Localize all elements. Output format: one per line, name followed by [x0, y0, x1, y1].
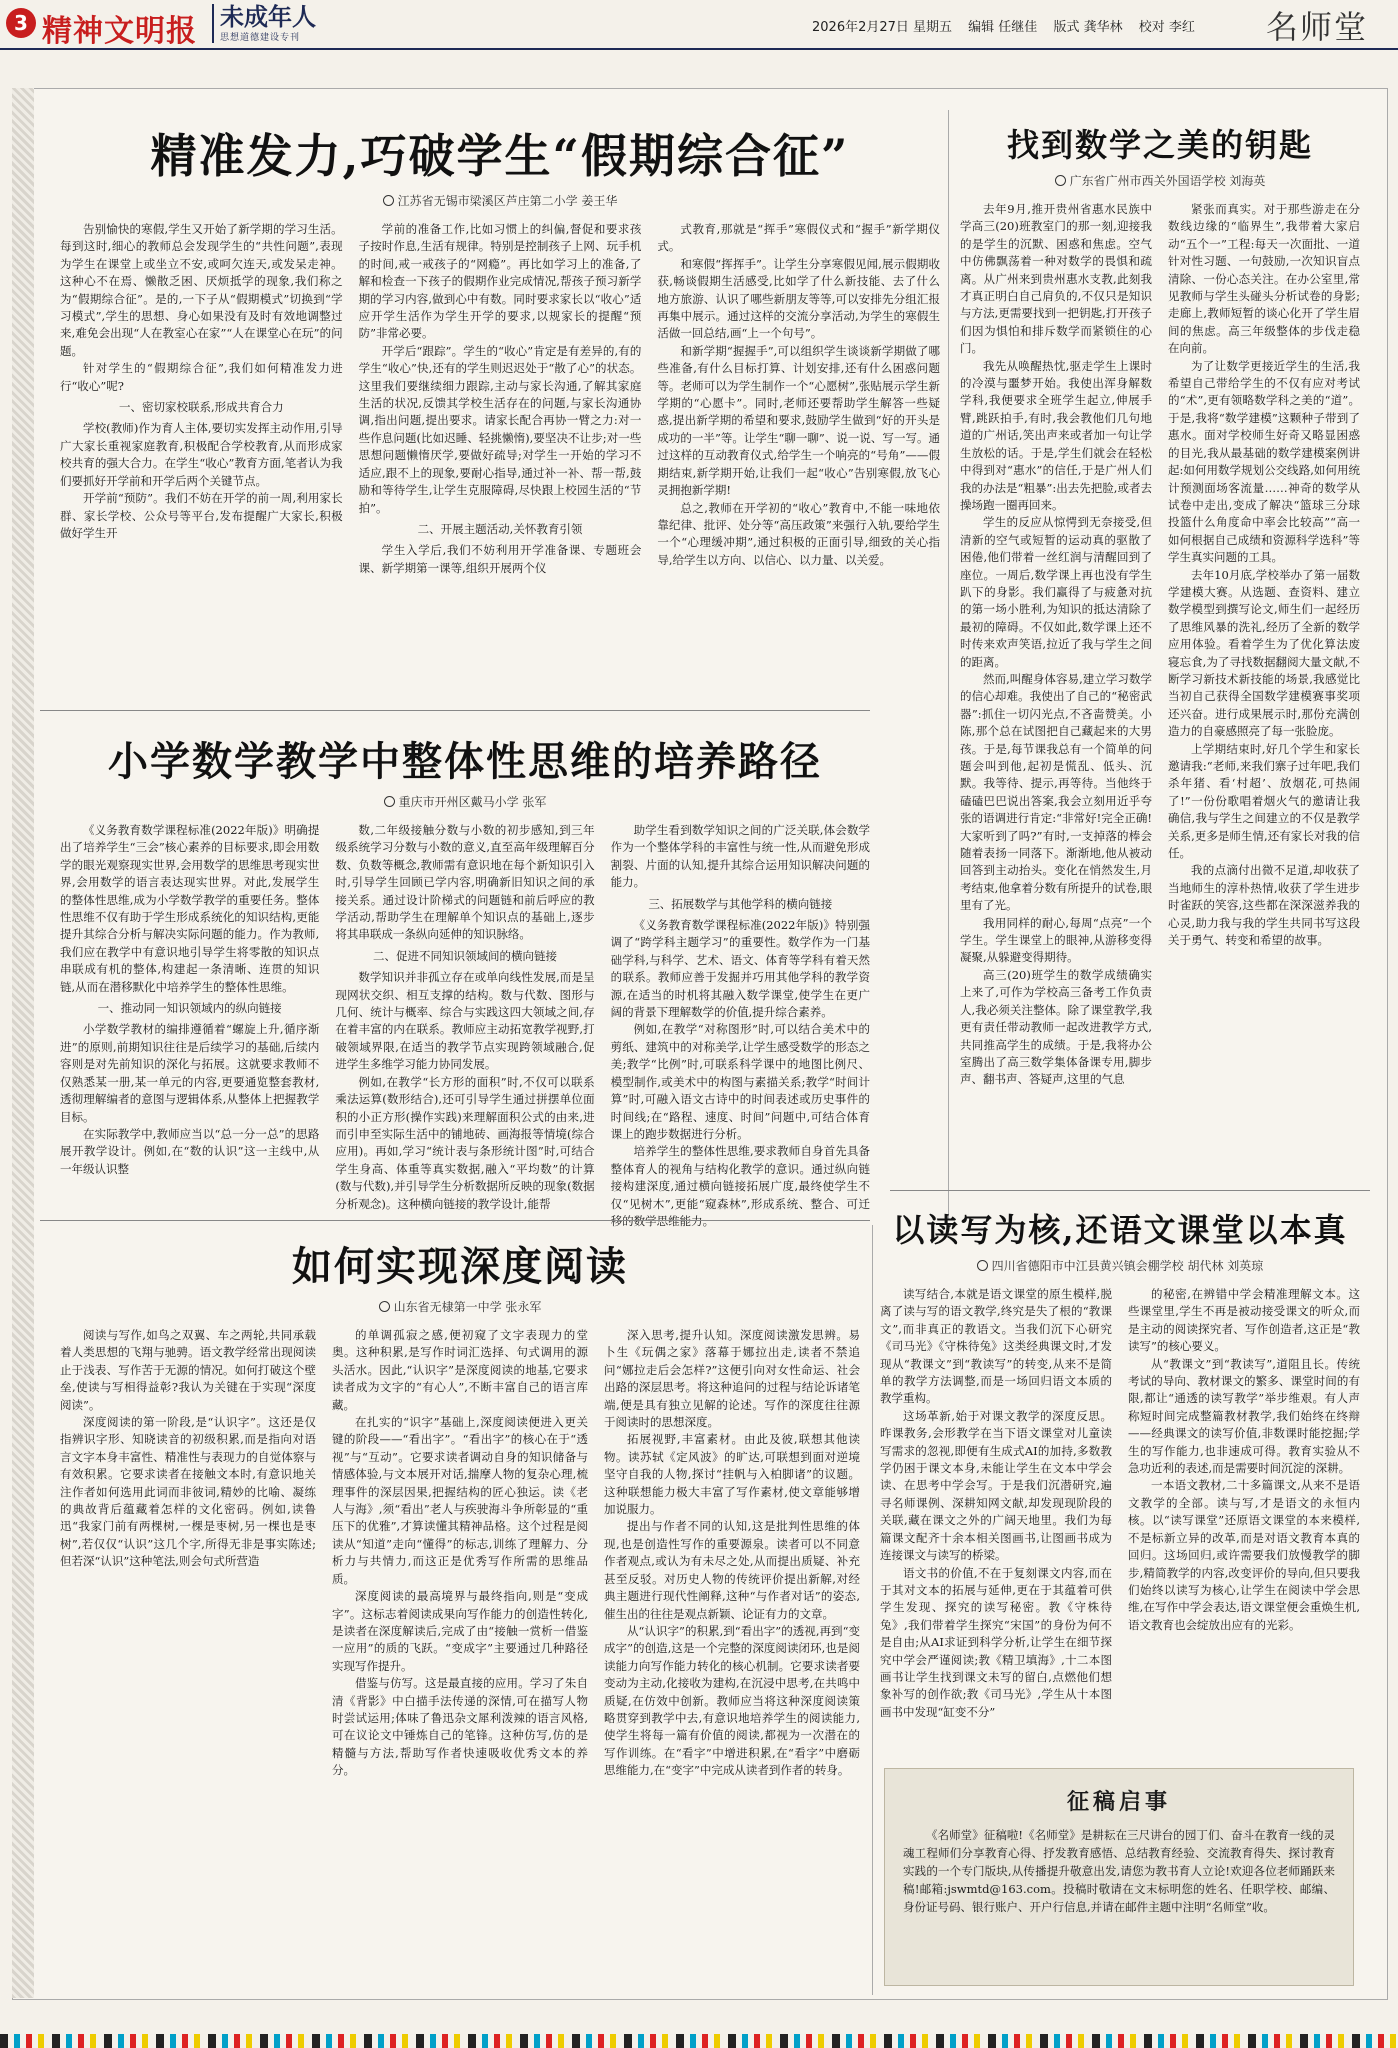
notice-title: 征稿启事: [1066, 1790, 1171, 1815]
paragraph: 开学后“跟踪”。学生的“收心”肯定是有差异的,有的学生“收心”快,还有的学生则迟迟处于“散了心”的状态。这里我们要继续细力跟踪,主动与家长沟通,了解其家庭生活的状况,反馈其学校生活存在的问题,与家长沟通协调,指出问题,提出要求。请家长配合再协一臂之力:对一些作息问题(比如迟睡、轻挑懒惰),要坚决不让步;对一些思想问题懒惰厌学,要做好疏导;对学生一开始的学习不适应,跟不上的现象,要耐心指导,通过补一补、帮一帮,鼓励和等待学生,让学生克服障碍,尽快跟上校园生活的“节拍”。: [358, 343, 642, 515]
byline-bullet-icon: [384, 796, 395, 807]
page-number: 3: [6, 8, 36, 38]
byline-bullet-icon: [383, 195, 394, 206]
article-column: [1128, 1286, 1360, 1766]
paragraph: 开学前“预防”。我们不妨在开学的前一周,利用家长群、家长学校、公众号等平台,发布提醒广大家长,积极做好学生开: [60, 491, 343, 540]
paragraph: 学前的准备工作,比如习惯上的纠偏,督促和要求孩子按时作息,生活有规律。特别是控制孩子上网、玩手机的时间,戒一戒孩子的“网瘾”。再比如学习上的准备,了解和检查一下孩子的假期作业完成情况,帮孩子预习新学期的学习内容,做到心中有数。同时要求家长以“收心”适应开学生活作为学生开学的要求,以规家长的提醒“预防”非常必要。: [358, 222, 642, 341]
section-heading: 二、促进不同知识领域间的横向链接: [372, 948, 557, 963]
notice-body: 《名师堂》征稿啦!《名师堂》是耕耘在三尺讲台的园丁们、奋斗在教育一线的灵魂工程师们分享教育心得、抒发教育感悟、总结教育经验、交流教育得失、探讨教育实践的一个专门版块,从传播提升敬意出发,请您为教书育人立论!欢迎各位老师踊跃来稿!邮箱:jswmtd@163.com。投稿时敬请在文末标明您的姓名、任职学校、邮编、身份证号码、银行账户、开户行信息,并请在邮件主题中注明“名师堂”收。: [903, 1828, 1335, 1914]
paragraph: 针对学生的“假期综合征”,我们如何精准发力进行“收心”呢?: [60, 361, 343, 393]
article-title: 以读写为核,还语文课堂以本真: [892, 1211, 1348, 1249]
paragraph: 式教育,那就是“挥手”寒假仪式和“握手”新学期仪式。: [657, 222, 941, 254]
paragraph: 深度阅读的最高境界与最终指向,则是“变成字”。这标志着阅读成果向写作能力的创造性转化,是读者在深度解读后,完成了由“接触一赏析一借鉴一应用”的质的飞跃。“变成字”主要通过几种路径实现写作提升。: [332, 1589, 588, 1673]
paragraph: 在实际教学中,教师应当以“总一分一总”的思路展开教学设计。例如,在“数的认识”这一主线中,从一年级认识整: [60, 1126, 320, 1176]
paragraph: 学校(教师)作为育人主体,要切实发挥主动作用,引导广大家长重视家庭教育,积极配合学校教育,从而形成家校共育的强大合力。在学生“收心”教育方面,笔者认为我们要抓好开学前和开学后两个关键节点。: [60, 421, 343, 488]
paragraph: 去年10月底,学校举办了第一届数学建模大赛。从选题、查资料、建立数学模型到撰写论文,师生们一起经历了思维风暴的洗礼,经历了全新的数学应用体验。看着学生为了优化算法废寝忘食,为了寻找数据翻阅大量文献,不断学习新技术新技能的场景,我感觉比当初自己获得全国数学建模赛事奖项还兴奋。进行成果展示时,那份充满创造力的自豪感照亮了每一张脸庞。: [1168, 567, 1360, 739]
article-column: [335, 822, 594, 1232]
paragraph: 的秘密,在辨错中学会精准理解文本。这些课堂里,学生不再是被动接受课文的听众,而是主动的阅读探究者、写作创造者,这正是“教读写”的核心要义。: [1128, 1287, 1360, 1354]
paragraph: 拓展视野,丰富素材。由此及彼,联想其他读物。读苏轼《定风波》的旷达,可联想到面对逆境坚守自我的人物,探讨“挂帆与入柏脚诸”的议题。这种联想能力极大丰富了写作素材,使文章能够增加说服力。: [604, 1432, 860, 1517]
article-title: 小学数学教学中整体性思维的培养路径: [108, 738, 822, 785]
paragraph: 和寒假“挥挥手”。让学生分享寒假见闻,展示假期收获,畅谈假期生活感受,比如学了什么新技能、去了什么地方旅游、认识了哪些新朋友等等,可以安排先分组汇报再集中展示。通过这样的交流分享活动,为学生的寒假生活做一回总结,画“上一个句号”。: [657, 256, 941, 341]
paragraph: 然而,叫醒身体容易,建立学习数学的信心却难。我使出了自己的“秘密武器”:抓住一切闪光点,不吝啬赞美。小陈,那个总在试图把自己藏起来的大男孩。于是,每节课我总有一个简单的问题会叫到他,起初是慌乱、低头、沉默。我等待、提示,再等待。当他终于磕磕巴巴说出答案,我会立刻用近乎夸张的语调进行肯定:“非常好!完全正确!大家听到了吗?”有时,一支掉落的棒会随着表扬一同落下。渐渐地,他从被动回答到主动抬头。变化在悄然发生,月考结束,他拿着分数有所提升的试卷,眼里有了光。: [960, 671, 1152, 913]
article-byline: 山东省无棣第一中学 张永军: [60, 1298, 860, 1315]
paragraph: 助学生看到数学知识之间的广泛关联,体会数学作为一个整体学科的丰富性与统一性,从而避免形成割裂、片面的认知,提升其综合运用知识解决问题的能力。: [610, 823, 870, 890]
call-for-submissions: [884, 1768, 1354, 1986]
section-heading: 一、推动同一知识领域内的纵向链接: [97, 1001, 282, 1016]
article-byline: 江苏省无锡市梁溪区芦庄第二小学 姜王华: [60, 192, 940, 209]
article-byline: 重庆市开州区戴马小学 张军: [60, 793, 870, 810]
paragraph: 读写结合,本就是语文课堂的原生模样,脱离了读与写的语文教学,终究是失了根的“教课文”,而非真正的教语文。当我们沉下心研究《司马光》《守株待兔》这类经典课文时,才发现从“教课文”到“教读写”的转变,从来不是简单的教学方法调整,而是一场回归语文本质的教学重构。: [880, 1287, 1112, 1406]
paragraph: 学生入学后,我们不妨利用开学准备课、专题班会课、新学期第一课等,组织开展两个仪: [358, 543, 642, 575]
paragraph: 培养学生的整体性思维,要求教师自身首先具备整体育人的视角与结构化教学的意识。通过纵向链接构建深度,通过横向链接拓展广度,最终使学生不仅“见树木”,更能“窥森林”,形成系统、整合、可迁移的数学思维能力。: [610, 1144, 870, 1228]
article-title: 精准发力,巧破学生“假期综合征”: [150, 129, 850, 183]
paragraph: 数学知识并非孤立存在或单向线性发展,而是呈现网状交织、相互支撑的结构。数与代数、图形与几何、统计与概率、综合与实践这四大领域之间,存在着丰富的内在联系。教师应主动拓宽教学视野,打破领域界限,在适当的教学节点实现跨领域融合,促进学生多维学习能力协同发展。: [335, 970, 595, 1072]
paragraph: 去年9月,推开贵州省惠水民族中学高三(20)班教室门的那一刻,迎接我的是学生的沉默、困惑和焦虑。空气中仿佛飘荡着一种对数学的畏惧和疏离。从广州来到贵州惠水支教,此刻我才真正明白自己肩负的,不仅只是知识与方法,更需要找到一把钥匙,打开孩子们因为惧怕和排斥数学而紧锁住的心门。: [960, 202, 1152, 356]
paragraph: 《义务教育数学课程标准(2022年版)》特别强调了“跨学科主题学习”的重要性。数学作为一门基础学科,与科学、艺术、语文、体育等学科有着天然的联系。教师应善于发掘并巧用其他学科的教学资源,在适当的时机将其融入数学课堂,使学生在更广阔的背景下理解数学的价值,提升综合素养。: [610, 918, 870, 1020]
article-reading-writing-core: [880, 1205, 1360, 1760]
article-column: [604, 1327, 860, 2007]
paragraph: 学生的反应从惊愕到无奈接受,但清新的空气或短暂的运动真的驱散了困倦,他们带着一丝红润与清醒回到了座位。一周后,数学课上再也没有学生趴下的身影。我们赢得了与疲惫对抗的第一场小胜利,为知识的抵达清除了最初的障碍。不仅如此,数学课上还不时传来欢声笑语,拉近了我与学生之间的距离。: [960, 515, 1152, 669]
paragraph: 借鉴与仿写。这是最直接的应用。学习了朱自清《背影》中白描手法传递的深情,可在描写人物时尝试运用;体味了鲁迅杂文犀利泼辣的语言风格,可在议论文中锤炼自己的笔锋。这种仿写,仿的是精髓与方法,帮助写作者快速吸收优秀文本的养分。: [332, 1676, 588, 1778]
paragraph: 为了让数学更接近学生的生活,我希望自己带给学生的不仅有应对考试的“术”,更有领略数学科之美的“道”。于是,我将“数学建模”这颗种子带到了惠水。面对学校师生好奇又略显困惑的目光,我从最基础的数学建模案例讲起:如何用数学规划公交线路,如何用统计预测面场客流量……神奇的数学从试卷中走出,变成了解决“篮球三分球投篮什么角度命中率会比较高”“高一如何根据自己成绩和资源科学选科”等学生真实问题的工具。: [1168, 358, 1360, 565]
article-byline: 广东省广州市西关外国语学校 刘海英: [960, 172, 1360, 189]
paragraph: 我用同样的耐心,每周“点亮”一个学生。学生课堂上的眼神,从游移变得凝聚,从躲避变得期待。: [960, 915, 1152, 965]
column-brand: [212, 4, 316, 43]
paragraph: 小学数学教材的编排遵循着“螺旋上升,循序渐进”的原则,前期知识往往是后续学习的基础,后续内容则是对先前知识的深化与拓展。这就要求教师不仅熟悉某一册,某一单元的内容,更要通览整套教材,透彻理解编者的意图与逻辑体系,从整体上把握教学目标。: [60, 1022, 320, 1124]
section-heading: 二、开展主题活动,关怀教育引领: [417, 521, 583, 536]
divider: [872, 1225, 873, 1995]
article-column: [1168, 201, 1360, 1201]
article-column: [359, 221, 642, 721]
proofread-credit: 校对 李红: [1138, 20, 1195, 35]
byline-bullet-icon: [379, 1301, 390, 1312]
masthead: [0, 0, 1398, 50]
section-heading: 三、拓展数学与其他学科的横向链接: [648, 896, 833, 911]
paragraph: 数,二年级接触分数与小数的初步感知,到三年级系统学习分数与小数的意义,直至高年级理解百分数、负数等概念,教师需有意识地在每个新知识引入时,引导学生回顾已学内容,明确新旧知识之间的承接关系。通过设计阶梯式的问题链和前后呼应的教学活动,帮助学生在理解单个知识点的基础上,逐步将其串联成一条纵向延伸的知识脉络。: [335, 823, 595, 942]
paragraph: 例如,在教学“长方形的面积”时,不仅可以联系乘法运算(数形结合),还可引导学生通过拼摆单位面积的小正方形(操作实践)来理解面积公式的由来,进而引申至实际生活中的铺地砖、画海报等情境(综合应用)。再如,学习“统计表与条形统计图”时,可结合学生身高、体重等真实数据,融入“平均数”的计算(数与代数),并引导学生分析数据所反映的现象(数据分析观念)。这种横向链接的教学设计,能帮: [335, 1074, 595, 1211]
layout-credit: 版式 龚华林: [1053, 20, 1123, 35]
article-column: [880, 1286, 1112, 1766]
divider: [40, 1220, 870, 1221]
decorative-stripe: [12, 88, 34, 1998]
article-math-beauty: [960, 120, 1360, 1170]
article-column: [960, 201, 1152, 1201]
article-title: 如何实现深度阅读: [292, 1243, 628, 1290]
article-column: [657, 221, 940, 721]
paragraph: 这场革新,始于对课文教学的深度反思。昨课教务,会形教学在当下语文课堂对儿童读写需求的忽视,即便有生成式AI的加持,多数教学仍困于课文本身,未能让学生在文本中学会读、在思考中学会写。于是我们沉潜研究,遍寻名师课例、深耕知网文献,却发现现阶段的关联,藏在课文之外的广阔天地里。我们为每篇课文配齐十余本相关图画书,让图画书成为连接课文与读写的桥梁。: [880, 1408, 1112, 1563]
paper-name: 精神文明报: [42, 14, 197, 49]
article-holistic-thinking: [60, 730, 870, 1228]
article-title: 找到数学之美的钥匙: [1006, 126, 1313, 164]
article-holiday-syndrome: [60, 120, 940, 700]
divider: [948, 110, 949, 1220]
article-column: [332, 1327, 588, 2007]
article-column: [60, 1327, 316, 2007]
print-color-bar: [0, 2034, 1398, 2048]
paragraph: 深度阅读的第一阶段,是“认识字”。这还是仅指辨识字形、知晓读音的初级积累,而是指向对语言文字本身丰富性、精准性与表现力的自觉体察与有效积累。它要求读者在接触文本时,有意识地关注作者如何选用此词而非彼词,精妙的比喻、凝练的典故背后蕴藏着怎样的文化密码。例如,读鲁迅“我家门前有两棵树,一棵是枣树,另一棵也是枣树”,若仅仅“认识”这几个字,所得无非是事实陈述;但若深“认识”这种笔法,则会句式所营造: [60, 1415, 316, 1569]
paragraph: 语文书的价值,不在于复刻课文内容,而在于其对文本的拓展与延伸,更在于其蕴着可供学生发现、探究的读写秘密。教《守株待兔》,我们带着学生探究“宋国”的身份为何不是自由;从AI求证到科学分析,让学生在细节探究中学会严谨阅读;教《精卫填海》,十二本图画书让学生找到课文未写的留白,点燃他们想象补写的创作欲;教《司马光》,学生从十本图画书中发现“缸变不分”: [880, 1565, 1112, 1719]
paragraph: 深入思考,提升认知。深度阅读激发思辨。易卜生《玩偶之家》落幕于娜拉出走,读者不禁追问“娜拉走后会怎样?”这便引向对女性命运、社会出路的深层思考。将这种追问的过程与结论诉诸笔端,便是具有独立见解的论述。写作的深度往往源于阅读时的思想深度。: [604, 1328, 860, 1430]
paragraph: 《义务教育数学课程标准(2022年版)》明确提出了培养学生“三会”核心素养的目标要求,即会用数学的眼光观察现实世界,会用数学的思维思考现实世界,会用数学的语言表达现实世界。对此,发展学生的整体性思维,成为小学数学教学的重要任务。整体性思维不仅有助于学生形成系统化的知识结构,更能提升其综合分析与解决实际问题的能力。作为教师,我们应在教学中有意识地引导学生将零散的知识点串联成有机的整体,构建起一条清晰、连贯的知识链,从而在潜移默化中培养学生的整体性思维。: [60, 823, 320, 994]
byline-bullet-icon: [977, 1260, 988, 1271]
paragraph: 在扎实的“识字”基础上,深度阅读便进入更关键的阶段——“看出字”。“看出字”的核心在于“透视”与“互动”。它要求读者调动自身的知识储备与情感体验,与文本展开对话,揣摩人物的复杂心理,梳理事件的深层因果,把握结构的匠心独运。读《老人与海》,须“看出”老人与疾驶海斗争所彰显的“重压下的优雅”,才算读懂其精神品格。这个过程是阅读从“知道”走向“懂得”的标志,训练了理解力、分析力与共情力,而这正是优秀写作所需的思维品质。: [332, 1415, 588, 1586]
issue-meta: [812, 16, 1207, 35]
article-column: [60, 822, 319, 1232]
article-byline: 四川省德阳市中江县黄兴镇会棚学校 胡代林 刘英琼: [880, 1257, 1360, 1274]
paragraph: 上学期结束时,好几个学生和家长邀请我:“老师,来我们寨子过年吧,我们杀年猪、看‘村超’、放烟花,可热闹了!”一份份歌唱着烟火气的邀请让我确信,我与学生之间建立的不仅是教学关系,更多是师生情,还有家长对我的信任。: [1168, 741, 1360, 861]
paragraph: 高三(20)班学生的数学成绩确实上来了,可作为学校高三备考工作负责人,我必须关注整体。除了课堂教学,我更有责任带动教师一起改进教学方式,共同推高学生的成绩。于是,我将办公室腾出了高三数学集体备课专用,脚步声、翻书声、答疑声,这里的气息: [960, 967, 1152, 1087]
byline-bullet-icon: [1055, 175, 1066, 186]
divider: [40, 710, 870, 711]
column-subtitle: 思想道德建设专刊: [220, 33, 301, 43]
paragraph: 的单调孤寂之感,便初窥了文字表现力的堂奥。这种积累,是写作时词汇选择、句式调用的源头活水。因此,“认识字”是深度阅读的地基,它要求读者成为文字的“有心人”,不断丰富自己的语言库藏。: [332, 1328, 588, 1412]
column-title: 未成年人: [220, 3, 316, 31]
divider: [890, 1190, 1370, 1191]
issue-date: 2026年2月27日 星期五: [812, 20, 953, 35]
paragraph: 我先从唤醒热忱,驱走学生上课时的冷漠与噩梦开始。我使出浑身解数学科,我便要求全班学生起立,伸展手臂,跳跃拍手,有时,我会教他们几句地道的广州话,笑出声来或者加一句让学生放松的话。于是,学生们就会在轻松中得到对“惠水”的信任,于是广州人们我的办法是“粗暴”:出去先把脸,或者去操场跑一圈再回来。: [960, 358, 1152, 512]
article-column: [60, 221, 343, 721]
paragraph: 从“认识字”的积累,到“看出字”的透视,再到“变成字”的创造,这是一个完整的深度阅读闭环,也是阅读能力向写作能力转化的核心机制。它要求读者要变动为主动,化接收为建构,在沉浸中思考,在共鸣中质疑,在仿效中创新。教师应当将这种深度阅读策略贯穿到教学中去,有意识地培养学生的阅读能力,使学生将每一篇有价值的阅读,都视为一次潜在的写作训练。在“看字”中增进积累,在“看字”中磨砺思维能力,在“变字”中完成从读者到作者的转身。: [604, 1623, 860, 1778]
paragraph: 一本语文教材,二十多篇课文,从来不是语文教学的全部。读与写,才是语文的永恒内核。以“读写课堂”还原语文课堂的本来模样,不是标新立异的改革,而是对语文教育本真的回归。这场回归,或许需要我们放慢教学的脚步,精简教学的内容,改变评价的导向,但只要我们始终以读写为核心,让学生在阅读中学会思维,在写作中学会表达,语文课堂便会重焕生机,语文教育也会绽放出应有的光彩。: [1128, 1478, 1360, 1632]
paragraph: 从“教课文”到“教读写”,道阻且长。传统考试的导向、教材课文的繁多、课堂时间的有限,都让“通透的读写教学”举步维艰。有人声称短时间完成整篇教材教学,我们始终在终辩——经典课文的读写价值,非数课时能挖掘;学生的写作能力,也非速成可得。教育实验从不急功近利的表述,而是需要时间沉淀的深耕。: [1128, 1356, 1360, 1476]
paragraph: 和新学期“握握手”,可以组织学生谈谈新学期做了哪些准备,有什么目标打算、计划安排,还有什么困惑问题等。老师可以为学生制作一个“心愿树”,张贴展示学生新学期的“心愿卡”。同时,老师还要帮助学生解答一些疑惑,提出新学期的希望和要求,鼓励学生做到“好的开头是成功的一半”等。让学生“聊一聊”、说一说、写一写。通过这样的互动教育仪式,给学生一个响亮的“号角”——假期结束,新学期开始,让我们一起“收心”告别寒假,放飞心灵拥抱新学期!: [657, 343, 941, 498]
section-heading: 一、密切家校联系,形成共育合力: [119, 400, 284, 415]
article-column: [611, 822, 870, 1232]
article-deep-reading: [60, 1235, 860, 1995]
paragraph: 提出与作者不同的认知,这是批判性思维的体现,也是创造性写作的重要源泉。读者可以不同意作者观点,或认为有未尽之处,从而提出质疑、补充甚至反驳。对历史人物的传统评价提出新解,对经典主题进行现代性阐释,这种“与作者对话”的姿态,催生出的往往是观点新颖、论证有力的文章。: [604, 1519, 860, 1621]
paragraph: 我的点滴付出微不足道,却收获了当地师生的淳朴热情,收获了学生进步时雀跃的笑容,这些都在深深滋养我的心灵,助力我与我的学生共同书写这段关于勇气、转变和希望的故事。: [1168, 863, 1360, 948]
paragraph: 阅读与写作,如鸟之双翼、车之两轮,共同承载着人类思想的飞翔与驰骋。语文教学经常出现阅读止于浅表、写作苦于无源的情况。如何打破这个壁垒,使读与写相得益彰?我认为关键在于实现“深度阅读”。: [60, 1328, 316, 1412]
paragraph: 例如,在教学“对称图形”时,可以结合美术中的剪纸、建筑中的对称美学,让学生感受数学的形态之美;教学“比例”时,可联系科学课中的地图比例尺、模型制作,或美术中的构图与素描关系;教学“时间计算”时,可融入语文古诗中的时间表述或历史事件的时间线;在“路程、速度、时间”问题中,可结合体育课上的跑步数据进行分析。: [610, 1022, 870, 1141]
paragraph: 总之,教师在开学初的“收心”教育中,不能一味地依靠纪律、批评、处分等“高压政策”来强行入轨,要给学生一个“心理缓冲期”,通过积极的正面引导,细致的关心指导,给学生以方向、以信心、以力量、以关爱。: [657, 500, 941, 567]
section-tag: 名师堂: [1265, 8, 1368, 46]
editor-credit: 编辑 任继佳: [968, 20, 1038, 35]
paragraph: 告别愉快的寒假,学生又开始了新学期的学习生活。每到这时,细心的教师总会发现学生的“共性问题”,表现为学生在课堂上或坐立不安,或呵欠连天,或发呆走神。这种心不在焉、懒散乏困、厌烦抵学的现象,我们称之为“假期综合征”。是的,一下子从“假期模式”切换到“学习模式”,学生的思想、身心如果没有及时有效地调整过来,难免会出现“人在教室心在家”“人在课堂心在玩”的问题。: [60, 222, 343, 358]
paragraph: 紧张而真实。对于那些游走在分数线边缘的“临界生”,我带着大家启动“五个一”工程:每天一次面批、一道针对性习题、一句鼓励,一次知识盲点清除、一份心态关注。在办公室里,常见教师与学生头碰头分析试卷的身影;走廊上,教师短暂的谈心化开了学生眉间的焦虑。高三年级整体的步伐走稳在向前。: [1168, 202, 1360, 356]
